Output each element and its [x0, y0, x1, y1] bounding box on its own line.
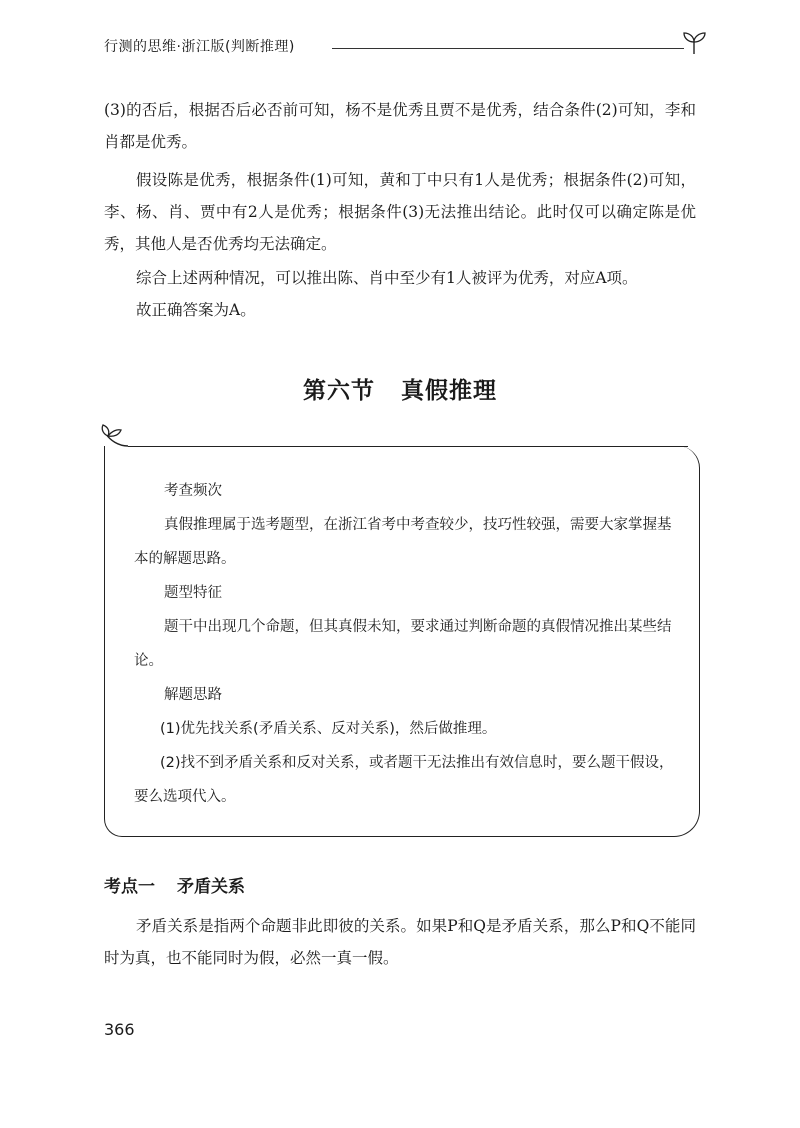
- approach-item-1: (1)优先找关系(矛盾关系、反对关系)，然后做推理。: [160, 721, 497, 737]
- paragraph: 矛盾关系是指两个命题非此即彼的关系。如果P和Q是矛盾关系，那么P和Q不能同时为真，也不能同时为假，必然一真一假。: [104, 917, 696, 967]
- section-name: 真假推理: [401, 378, 497, 404]
- bottom-text-block: [104, 910, 696, 974]
- paragraph: 综合上述两种情况，可以推出陈、肖中至少有1人被评为优秀，对应A项。: [136, 269, 638, 287]
- running-header: [104, 30, 704, 60]
- approach-heading: 解题思路: [164, 687, 222, 703]
- frequency-text: 真假推理属于选考题型，在浙江省考中考查较少，技巧性较强，需要大家掌握基本的解题思路。: [134, 517, 672, 567]
- paragraph: (3)的否后，根据否后必否前可知，杨不是优秀且贾不是优秀，结合条件(2)可知，李和肖都是优秀。: [104, 101, 696, 151]
- feature-text: 题干中出现几个命题，但其真假未知，要求通过判断命题的真假情况推出某些结论。: [134, 619, 672, 669]
- feature-heading: 题型特征: [164, 585, 222, 601]
- approach-item-2: (2)找不到矛盾关系和反对关系，或者题干无法推出有效信息时，要么题干假设，要么选项代入。: [134, 755, 674, 805]
- paragraph: 故正确答案为A。: [136, 301, 256, 319]
- sprout-icon: [100, 420, 130, 448]
- top-text-block: [104, 94, 696, 326]
- kaodian-number: 考点一: [104, 877, 155, 897]
- kaodian-heading: [104, 872, 245, 897]
- section-number: 第六节: [303, 378, 375, 404]
- page-number: 366: [104, 1020, 135, 1039]
- header-title: 行测的思维·浙江版(判断推理): [104, 39, 295, 55]
- info-box-content: [134, 474, 674, 814]
- section-title: [0, 372, 800, 405]
- kaodian-title: 矛盾关系: [177, 877, 245, 897]
- frequency-heading: 考查频次: [164, 483, 222, 499]
- sprout-icon: [680, 30, 710, 56]
- paragraph: 假设陈是优秀，根据条件(1)可知，黄和丁中只有1人是优秀；根据条件(2)可知，李、杨、肖、贾中有2人是优秀；根据条件(3)无法推出结论。此时仅可以确定陈是优秀，其他人是否优秀均无法确定。: [104, 171, 696, 253]
- header-rule: [332, 48, 684, 49]
